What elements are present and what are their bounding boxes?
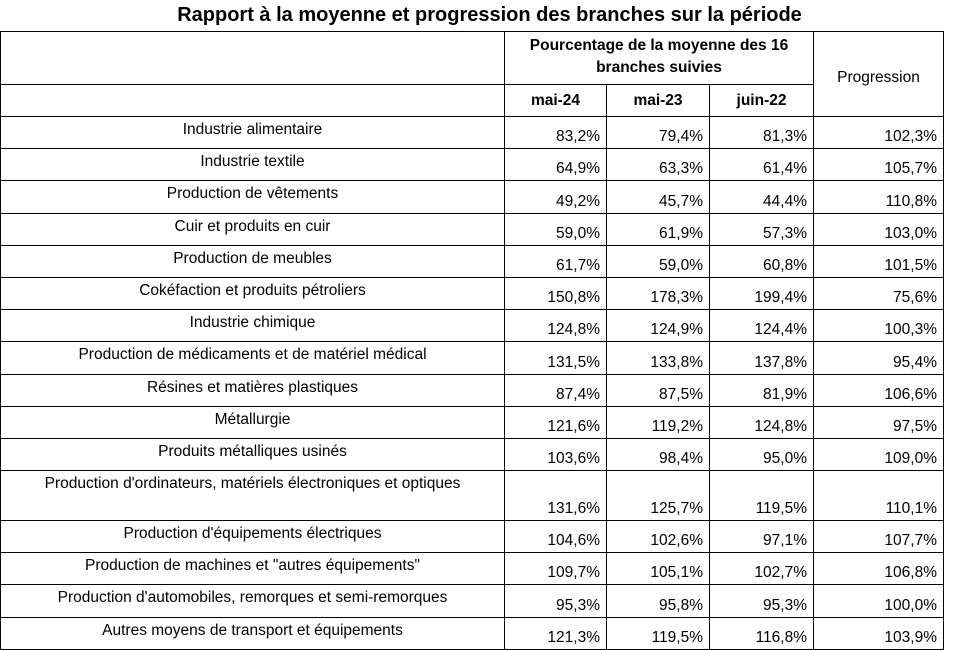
table-row <box>1 406 944 438</box>
row-label: Production de vêtements <box>1 181 505 213</box>
value-mai-24: 150,8% <box>505 277 607 309</box>
value-mai-24: 103,6% <box>505 438 607 470</box>
header-year-mai-24: mai-24 <box>505 85 607 117</box>
value-progression: 110,8% <box>814 181 944 213</box>
table-row <box>1 149 944 181</box>
value-mai-23: 61,9% <box>607 213 710 245</box>
value-progression: 102,3% <box>814 117 944 149</box>
table-row <box>1 310 944 342</box>
table-row <box>1 245 944 277</box>
row-label: Production d'automobiles, remorques et semi-remorques <box>1 585 505 617</box>
row-label: Métallurgie <box>1 406 505 438</box>
page-title: Rapport à la moyenne et progression des branches sur la période <box>177 4 802 26</box>
value-mai-24: 121,3% <box>505 617 607 649</box>
header-row-group <box>1 32 944 85</box>
value-juin-22: 199,4% <box>710 277 814 309</box>
value-juin-22: 124,8% <box>710 406 814 438</box>
value-mai-24: 87,4% <box>505 374 607 406</box>
value-mai-23: 87,5% <box>607 374 710 406</box>
table-row <box>1 213 944 245</box>
value-progression: 97,5% <box>814 406 944 438</box>
value-mai-24: 59,0% <box>505 213 607 245</box>
header-year-juin-22: juin-22 <box>710 85 814 117</box>
value-juin-22: 61,4% <box>710 149 814 181</box>
value-mai-23: 102,6% <box>607 521 710 553</box>
value-progression: 75,6% <box>814 277 944 309</box>
value-juin-22: 102,7% <box>710 553 814 585</box>
value-mai-23: 95,8% <box>607 585 710 617</box>
value-mai-23: 178,3% <box>607 277 710 309</box>
value-mai-24: 64,9% <box>505 149 607 181</box>
value-mai-23: 63,3% <box>607 149 710 181</box>
table-row <box>1 277 944 309</box>
row-label: Production d'ordinateurs, matériels électroniques et optiques <box>1 471 505 521</box>
table-row <box>1 374 944 406</box>
value-mai-23: 133,8% <box>607 342 710 374</box>
table-row <box>1 117 944 149</box>
value-progression: 106,8% <box>814 553 944 585</box>
row-label: Industrie chimique <box>1 310 505 342</box>
row-label: Produits métalliques usinés <box>1 438 505 470</box>
value-juin-22: 60,8% <box>710 245 814 277</box>
value-mai-24: 121,6% <box>505 406 607 438</box>
value-progression: 107,7% <box>814 521 944 553</box>
value-mai-24: 49,2% <box>505 181 607 213</box>
row-label: Industrie alimentaire <box>1 117 505 149</box>
table-row <box>1 181 944 213</box>
value-juin-22: 97,1% <box>710 521 814 553</box>
row-label: Cuir et produits en cuir <box>1 213 505 245</box>
value-mai-24: 83,2% <box>505 117 607 149</box>
value-progression: 100,0% <box>814 585 944 617</box>
header-row-years <box>1 85 944 117</box>
value-mai-23: 59,0% <box>607 245 710 277</box>
value-progression: 106,6% <box>814 374 944 406</box>
table-row <box>1 471 944 521</box>
value-mai-23: 79,4% <box>607 117 710 149</box>
header-group-label: Pourcentage de la moyenne des 16 branches suivies <box>505 32 814 85</box>
value-mai-24: 131,5% <box>505 342 607 374</box>
value-mai-23: 98,4% <box>607 438 710 470</box>
value-mai-23: 105,1% <box>607 553 710 585</box>
branches-table <box>0 31 944 650</box>
value-mai-24: 131,6% <box>505 471 607 521</box>
value-mai-24: 124,8% <box>505 310 607 342</box>
value-juin-22: 57,3% <box>710 213 814 245</box>
row-label: Résines et matières plastiques <box>1 374 505 406</box>
value-progression: 103,9% <box>814 617 944 649</box>
value-progression: 103,0% <box>814 213 944 245</box>
value-mai-24: 104,6% <box>505 521 607 553</box>
value-mai-24: 95,3% <box>505 585 607 617</box>
value-juin-22: 116,8% <box>710 617 814 649</box>
value-progression: 100,3% <box>814 310 944 342</box>
header-empty-cell <box>1 32 505 85</box>
value-mai-24: 61,7% <box>505 245 607 277</box>
row-label: Autres moyens de transport et équipements <box>1 617 505 649</box>
row-label: Production de meubles <box>1 245 505 277</box>
table-row <box>1 553 944 585</box>
value-mai-23: 119,2% <box>607 406 710 438</box>
row-label: Production de médicaments et de matériel médical <box>1 342 505 374</box>
table-row <box>1 617 944 649</box>
table-row <box>1 585 944 617</box>
value-juin-22: 81,9% <box>710 374 814 406</box>
value-progression: 101,5% <box>814 245 944 277</box>
header-empty-cell <box>1 85 505 117</box>
value-progression: 105,7% <box>814 149 944 181</box>
value-juin-22: 95,0% <box>710 438 814 470</box>
value-mai-23: 45,7% <box>607 181 710 213</box>
header-year-mai-23: mai-23 <box>607 85 710 117</box>
value-juin-22: 44,4% <box>710 181 814 213</box>
value-juin-22: 119,5% <box>710 471 814 521</box>
value-mai-23: 124,9% <box>607 310 710 342</box>
row-label: Production d'équipements électriques <box>1 521 505 553</box>
header-progression: Progression <box>814 32 944 117</box>
value-progression: 95,4% <box>814 342 944 374</box>
row-label: Production de machines et "autres équipements" <box>1 553 505 585</box>
value-mai-24: 109,7% <box>505 553 607 585</box>
value-juin-22: 95,3% <box>710 585 814 617</box>
row-label: Industrie textile <box>1 149 505 181</box>
value-juin-22: 81,3% <box>710 117 814 149</box>
value-progression: 110,1% <box>814 471 944 521</box>
row-label: Cokéfaction et produits pétroliers <box>1 277 505 309</box>
value-mai-23: 119,5% <box>607 617 710 649</box>
value-juin-22: 124,4% <box>710 310 814 342</box>
value-progression: 109,0% <box>814 438 944 470</box>
table-row <box>1 521 944 553</box>
table-row <box>1 342 944 374</box>
value-juin-22: 137,8% <box>710 342 814 374</box>
table-row <box>1 438 944 470</box>
value-mai-23: 125,7% <box>607 471 710 521</box>
